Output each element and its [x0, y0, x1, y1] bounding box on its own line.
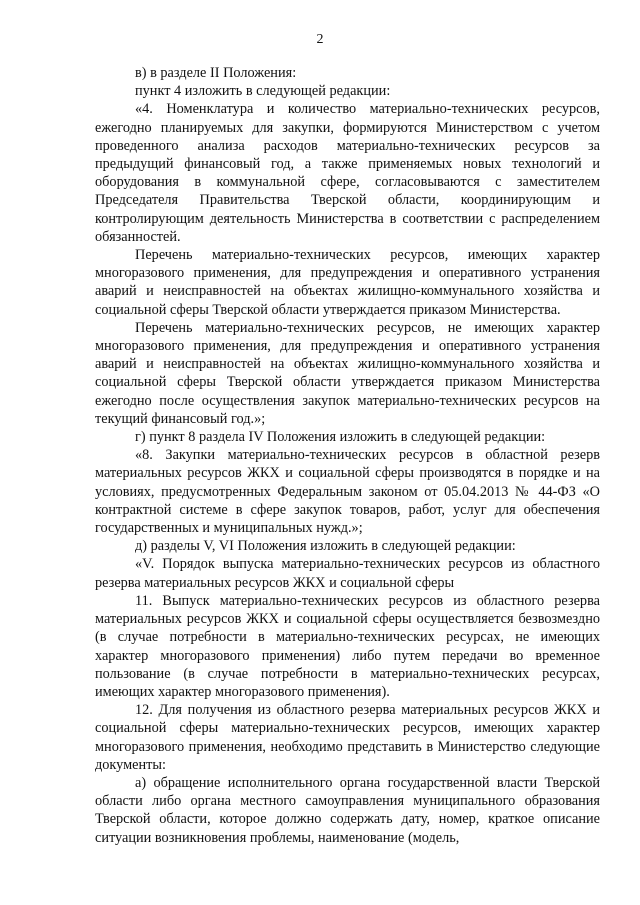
- paragraph-item-d: д) разделы V, VI Положения изложить в следующей редакции:: [135, 538, 516, 555]
- paragraph-subitem-a: а) обращение исполнительного органа государственной власти Тверской области либо органа местного самоуправления муниципального образования Тверской области, которое должно содержать дату, номер, краткое описание ситуации возникновения проблемы, наименование (модель,: [95, 774, 600, 846]
- document-body: [95, 64, 600, 847]
- paragraph-point-4-intro: пункт 4 изложить в следующей редакции:: [135, 83, 391, 100]
- paragraph-item-g: г) пункт 8 раздела IV Положения изложить в следующей редакции:: [135, 429, 546, 446]
- paragraph-list-non-reusable: Перечень материально-технических ресурсов, не имеющих характер многоразового применения, для предупреждения и оперативного устранения аварий и неисправностей на объектах жилищно-коммунального хозяйства и социальной сферы Тверской области утверждается приказом Министерства ежегодно после осуществления закупок материально-технических ресурсов на текущий финансовый год.»;: [95, 319, 600, 427]
- paragraph-point-11: 11. Выпуск материально-технических ресурсов из областного резерва материальных ресурсов ЖКХ и социальной сферы осуществляется безвозмездно (в случае потребности в материально-технических ресурсах, не имеющих характер многоразового применения) либо путем передачи во временное пользование (в случае потребности в материально-технических ресурсах, имеющих характер многоразового применения).: [95, 592, 600, 700]
- paragraph-item-v: в) в разделе II Положения:: [135, 65, 297, 81]
- paragraph-point-8-text: «8. Закупки материально-технических ресурсов в областной резерв материальных ресурсов ЖКХ и социальной сферы производятся в порядке и на условиях, предусмотренных Федеральным законом от 05.04.2013 № 44-ФЗ «О контрактной системе в сфере закупок товаров, работ, услуг для обеспечения государственных и муниципальных нужд.»;: [95, 447, 600, 537]
- paragraph-list-reusable: Перечень материально-технических ресурсов, имеющих характер многоразового применения, для предупреждения и оперативного устранения аварий и неисправностей на объектах жилищно-коммунального хозяйства и социальной сферы Тверской области утверждается приказом Министерства.: [95, 247, 600, 318]
- page-number: 2: [316, 32, 324, 47]
- section-heading-v: «V. Порядок выпуска материально-технических ресурсов из областного резерва материальных ресурсов ЖКХ и социальной сферы: [95, 556, 600, 591]
- paragraph-point-4-text: «4. Номенклатура и количество материально-технических ресурсов, ежегодно планируемых для закупки, формируются Министерством с учетом проведенного анализа расходов материально-технических ресурсов за предыдущий финансовый год, а также применяемых новых технологий и оборудования в коммунальной сфере, согласовываются с заместителем Председателя Правительства Тверской области, координирующим и контролирующим деятельность Министерства в соответствии с распределением обязанностей.: [95, 101, 600, 245]
- paragraph-point-12: 12. Для получения из областного резерва материальных ресурсов ЖКХ и социальной сферы материально-технических ресурсов, имеющих характер многоразового применения, необходимо представить в Министерство следующие документы:: [95, 702, 600, 773]
